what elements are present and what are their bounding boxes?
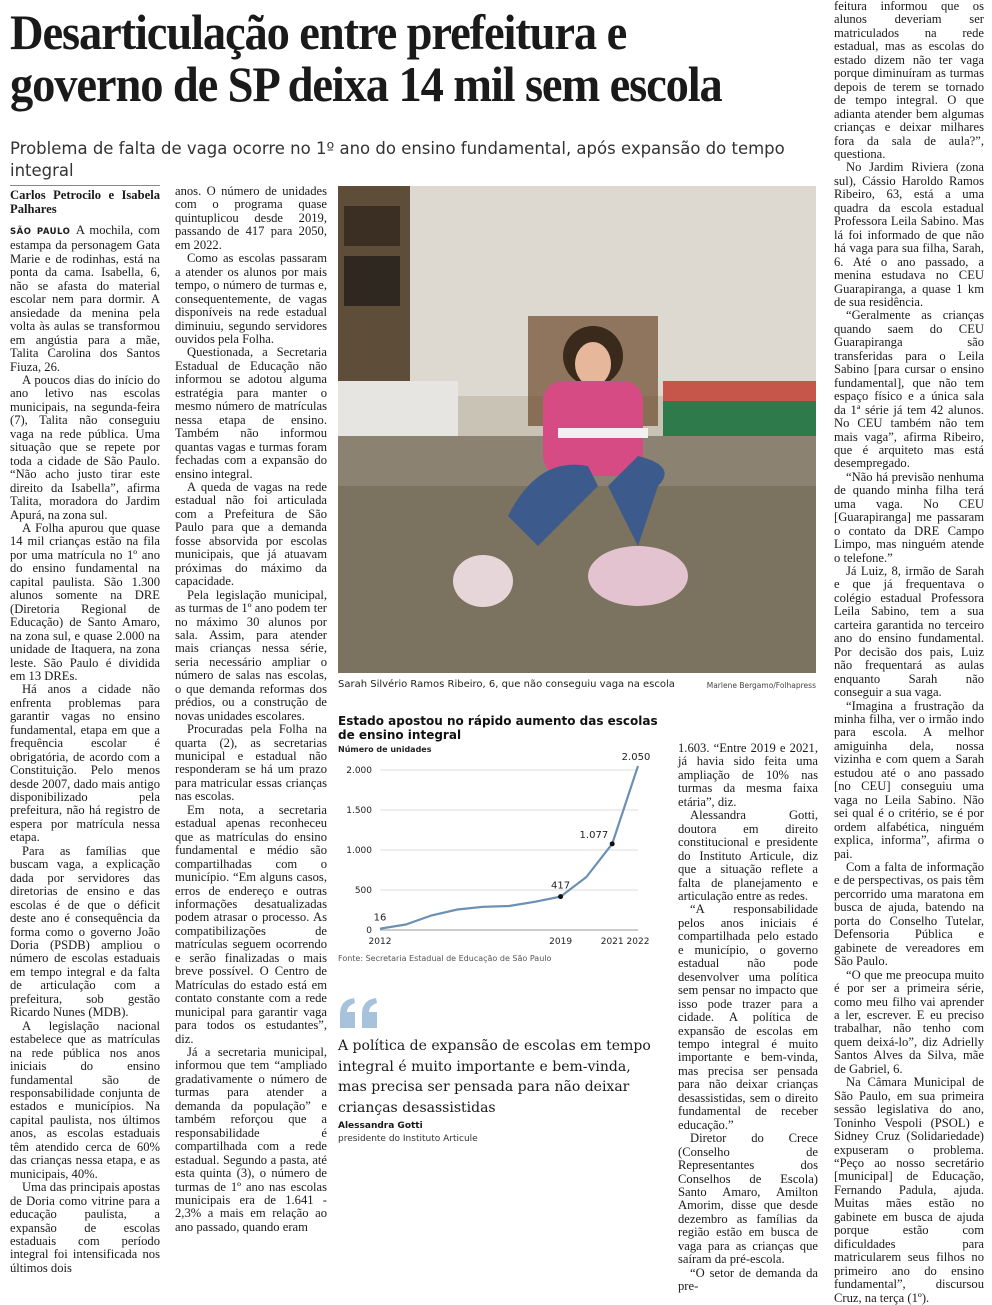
paragraph: feitura informou que os alunos deveriam ser matriculados na rede estadual, mas as escolas do estado dizem não ter vaga porque diminuíram as turmas depois de terem se tornado de tempo integral. O que adianta atender bem algumas crianças e deixar milhares fora da sala de aula?”, questiona. [834, 0, 984, 161]
x-tick-label: 2012 [368, 937, 392, 947]
chart-title: Estado apostou no rápido aumento das escolas de ensino integral [338, 714, 658, 742]
chart [338, 714, 658, 968]
data-label: 2.050 [621, 752, 651, 763]
data-point [558, 894, 563, 899]
column-3 [678, 742, 818, 1294]
column-3-body [678, 742, 818, 1294]
data-label: 16 [373, 912, 387, 924]
paragraph: Questionada, a Secretaria Estadual de Educação não informou se adotou alguma estratégia para manter o mesmo número de matrículas nessa etapa de ensino. Também não informou quantas vagas e turmas foram fechadas com a expansão do ensino integral. [175, 345, 327, 481]
dateline: SÃO PAULO [10, 227, 76, 237]
paragraph: Já a secretaria municipal, informou que tem “ampliado gradativamente o número de turmas para atender a demanda da população” e também reforçou que a responsabilidade é compartilhada com a rede estadual. Segundo a pasta, até esta quinta (3), o número de turmas de 1º ano nas escolas municipais era de 1.641 - 2,3% a mais em relação ao ano passado, quando eram [175, 1045, 327, 1234]
paragraph: Já Luiz, 8, irmão de Sarah e que já frequentava o colégio estadual Professora Leila Sabino, tem a sua carteira garantida no terceiro ano do ensino fundamental. Por decisão dos pais, Luiz não frequentará as aulas enquanto Sarah não conseguir a sua vaga. [834, 564, 984, 700]
paragraph: “Não há previsão nenhuma de quando minha filha terá uma vaga. No CEU [Guarapiranga] me passaram o contato da DRE Campo Limpo, mas ninguém atende o telefone.” [834, 469, 984, 565]
paragraph: A Folha apurou que quase 14 mil crianças estão na fila por uma matrícula no 1º ano do ensino fundamental na capital paulista. São 1.300 alunos somente na DRE (Diretoria Regional de Educação) de Santo Amaro, na zona sul, e quase 2.000 na unidade de Itaquera, na zona leste. São Paulo é dividida em 13 DREs. [10, 520, 160, 683]
pull-quote-author: Alessandra Gotti [338, 1121, 423, 1131]
data-label: 1.077 [579, 829, 609, 841]
paragraph: A poucos dias do início do ano letivo nas escolas municipais, na segunda-feira (7), Talita não conseguiu vaga na rede pública. Uma situação que se repete por toda a cidade de São Paulo. “Não acho justo tirar este direito da Isabella”, afirma Talita, moradora do Jardim Apurá, na zona sul. [10, 372, 160, 522]
column-1-body [10, 224, 160, 1275]
article-photo [338, 186, 816, 673]
paragraph: “O setor de demanda da pre- [678, 1265, 818, 1294]
column-2 [175, 185, 327, 1234]
y-tick-label: 1.000 [346, 846, 372, 856]
paragraph: Na Câmara Municipal de São Paulo, em sua primeira sessão legislativa do ano, Toninho Vespoli (PSOL) e Sidney Cruz (Solidariedade) expuseram o problema. “Peço ao nosso secretário [municipal] de Educação, Fernando Padula, ajuda. Muitas mães estão no gabinete em busca de ajuda porque estão com dificuldades para matricularem seus filhos no primeiro ano do ensino fundamental”, discursou Cruz, na terça (1º). [834, 1075, 984, 1305]
paragraph: Como as escolas passaram a atender os alunos por mais tempo, o número de turmas e, consequentemente, de vagas disponíveis na rede estadual diminuiu, segundo servidores ouvidos pela Folha. [175, 251, 327, 346]
paragraph: “A responsabilidade pelos anos iniciais é compartilhada pelo estado e município, o governo estadual não pode desenvolver uma política sem pensar no impacto que isso pode trazer para a cidade. A política de expansão de escolas em tempo integral é muito importante e bem-vinda, mas precisa ser pensada para não deixar crianças desassistidas, sem o direito fundamental de receber educação.” [678, 902, 818, 1132]
photo-caption [338, 678, 816, 694]
paragraph: Procuradas pela Folha na quarta (2), as secretarias municipal e estadual não responderam se há um prazo para matricular essas crianças nas escolas. [175, 722, 327, 804]
paragraph: SÃO PAULO A mochila, com estampa da personagem Gata Marie e de rodinhas, está na ponta da cama. Isabella, 6, não se afasta do material escolar nem para dormir. A ansiedade da menina pela volta às aulas se transformou em angústia para a mãe, Talita Carolina dos Santos Fiuza, 26. [10, 223, 160, 374]
column-1 [10, 185, 160, 1275]
subtitle: Problema de falta de vaga ocorre no 1º ano do ensino fundamental, após expansão do tempo integral [10, 139, 785, 180]
paragraph: A legislação nacional estabelece que as matrículas na rede pública nos anos iniciais do ensino fundamental são de responsabilidade conjunta de estados e municípios. Na capital paulista, nos últimos anos, as escolas estaduais têm atendido cerca de 60% das crianças nessa etapa, e as municipais, 40%. [10, 1018, 160, 1181]
column-2-body [175, 185, 327, 1234]
column-4-body [834, 0, 984, 1305]
paragraph: No Jardim Riviera (zona sul), Cássio Haroldo Ramos Ribeiro, 63, está a uma quadra da escola estadual Professora Leila Sabino. Mas lá foi informado de que não há vaga para sua filha, Sarah, 6. Até o ano passado, a menina estudava no CEU Guarapiranga, a quase 1 km de sua residência. [834, 160, 984, 309]
quote-mark-icon [338, 996, 382, 1030]
x-tick-label: 2019 [549, 937, 573, 947]
x-tick-label: 2021 [600, 937, 624, 947]
paragraph: Alessandra Gotti, doutora em direito constitucional e presidente do Instituto Articule, diz que a situação reflete a falta de planejamento e articulação entre as redes. [678, 808, 818, 903]
paragraph: Pela legislação municipal, as turmas de 1º ano podem ter no máximo 30 alunos por sala. Assim, para atender mais crianças nessa série, seria necessário ampliar o número de salas nas escolas, o que demanda reformas dos prédios, ou a construção de novas unidades escolares. [175, 587, 327, 723]
paragraph: Uma das principais apostas de Doria como vitrine para a educação paulista, a expansão de escolas estaduais com período integral foi intensificada nos últimos dois [10, 1180, 160, 1275]
byline: Carlos Petrocilo e Isabela Palhares [10, 185, 160, 216]
paragraph: “Imagina a frustração da minha filha, ver o irmão indo para escola. A melhor amiguinha dela, nossa vizinha e com quem a Sarah estudou até o ano passado [no CEU] conseguiu uma vaga no Leila Sabino. Não sei qual é o critério, se é por ordem alfabética, ninguém explica, informa”, afirma o pai. [834, 698, 984, 861]
pull-quote-role: presidente do Instituto Articule [338, 1134, 478, 1144]
column-4 [834, 0, 984, 1305]
paragraph: Em nota, a secretaria estadual apenas reconheceu que as matrículas do ensino fundamental e médio são compartilhadas com o município. “Em alguns casos, erros de endereço e outras informações desatualizadas podem atrasar o processo. As compatibilizações de matrículas seguem ocorrendo e serão finalizadas o mais breve possível. O Centro de Matrículas do estado está em contato constante com a rede municipal para garantir vaga para todos os estudantes”, diz. [175, 802, 327, 1046]
chart-y-label: Número de unidades [338, 745, 432, 754]
paragraph: A queda de vagas na rede estadual não foi articulada com a Prefeitura de São Paulo para que a demanda fosse absorvida por escolas municipais, que já atuavam próximas do máximo da capacidade. [175, 479, 327, 589]
y-tick-label: 500 [354, 886, 372, 896]
pull-quote-text: A política de expansão de escolas em tempo integral é muito importante e bem-vinda, mas precisa ser pensada para não deixar crianças desassistidas [338, 1038, 651, 1116]
y-tick-label: 1.500 [346, 806, 372, 816]
paragraph: “Geralmente as crianças quando saem do CEU Guarapiranga são transferidas para o Leila Sabino [para cursar o ensino fundamental], que não tem espaço físico e a única sala da 1ª série já tem 42 alunos. No CEU também não tem mais vaga”, afirma Ribeiro, que é arquiteto mas está desempregado. [834, 308, 984, 471]
y-tick-label: 2.000 [346, 766, 372, 776]
paragraph: anos. O número de unidades com o programa quase quintuplicou desde 2019, passando de 417 para 2050, em 2022. [175, 184, 327, 252]
paragraph: “O que me preocupa muito é por ser a primeira série, como meu filho vai aprender a ler, escrever. E eu preciso trabalhar, não tenho com quem deixá-lo”, diz Adrielly Santos Alves da Silva, mãe de Gabriel, 6. [834, 967, 984, 1076]
photo-credit: Marlene Bergamo/Folhapress [706, 681, 816, 690]
paragraph: 1.603. “Entre 2019 e 2021, já havia sido feita uma ampliação de 10% nas turmas da mesma faixa etária”, diz. [678, 741, 818, 809]
x-tick-label: 2022 [626, 937, 650, 947]
paragraph: Diretor do Crece (Conselho de Representantes dos Conselhos de Escola) Santo Amaro, Amilton Amorim, disse que desde dezembro as famílias da região estão em busca de vaga para as crianças que saíram da pré-escola. [678, 1131, 818, 1267]
caption-text: Sarah Silvério Ramos Ribeiro, 6, que não conseguiu vaga na escola [338, 679, 675, 690]
data-label: 417 [551, 880, 571, 892]
data-point [610, 841, 615, 846]
headline: Desarticulação entre prefeitura e governo de SP deixa 14 mil sem escola [10, 4, 722, 112]
paragraph: Para as famílias que buscam vaga, a explicação dada por servidores das diretorias de ensino e das escolas é de que o déficit deste ano é consequência da forma como o governo João Doria (PSDB) ampliou o número de escolas estaduais em tempo integral e da falta de articulação com a prefeitura, sob gestão Ricardo Nunes (MDB). [10, 843, 160, 1020]
chart-source: Fonte: Secretaria Estadual de Educação de São Paulo [338, 954, 552, 963]
y-tick-label: 0 [366, 926, 372, 936]
paragraph: Há anos a cidade não enfrenta problemas para garantir vagas no ensino fundamental, etapa em que a frequência escolar é obrigatória, de acordo com a Constituição. Pelo menos desde 2007, dado mais antigo disponibilizado pela prefeitura, não há registro de espera por matrícula nessa etapa. [10, 682, 160, 845]
series-line [380, 766, 638, 929]
paragraph: Com a falta de informação e de perspectivas, os pais têm percorrido uma maratona em busca de ajuda, batendo na porta do Conselho Tutelar, Defensoria Pública e gabinete de vereadores em São Paulo. [834, 860, 984, 969]
chart-plot [338, 754, 658, 950]
photo-illustration [338, 186, 816, 673]
